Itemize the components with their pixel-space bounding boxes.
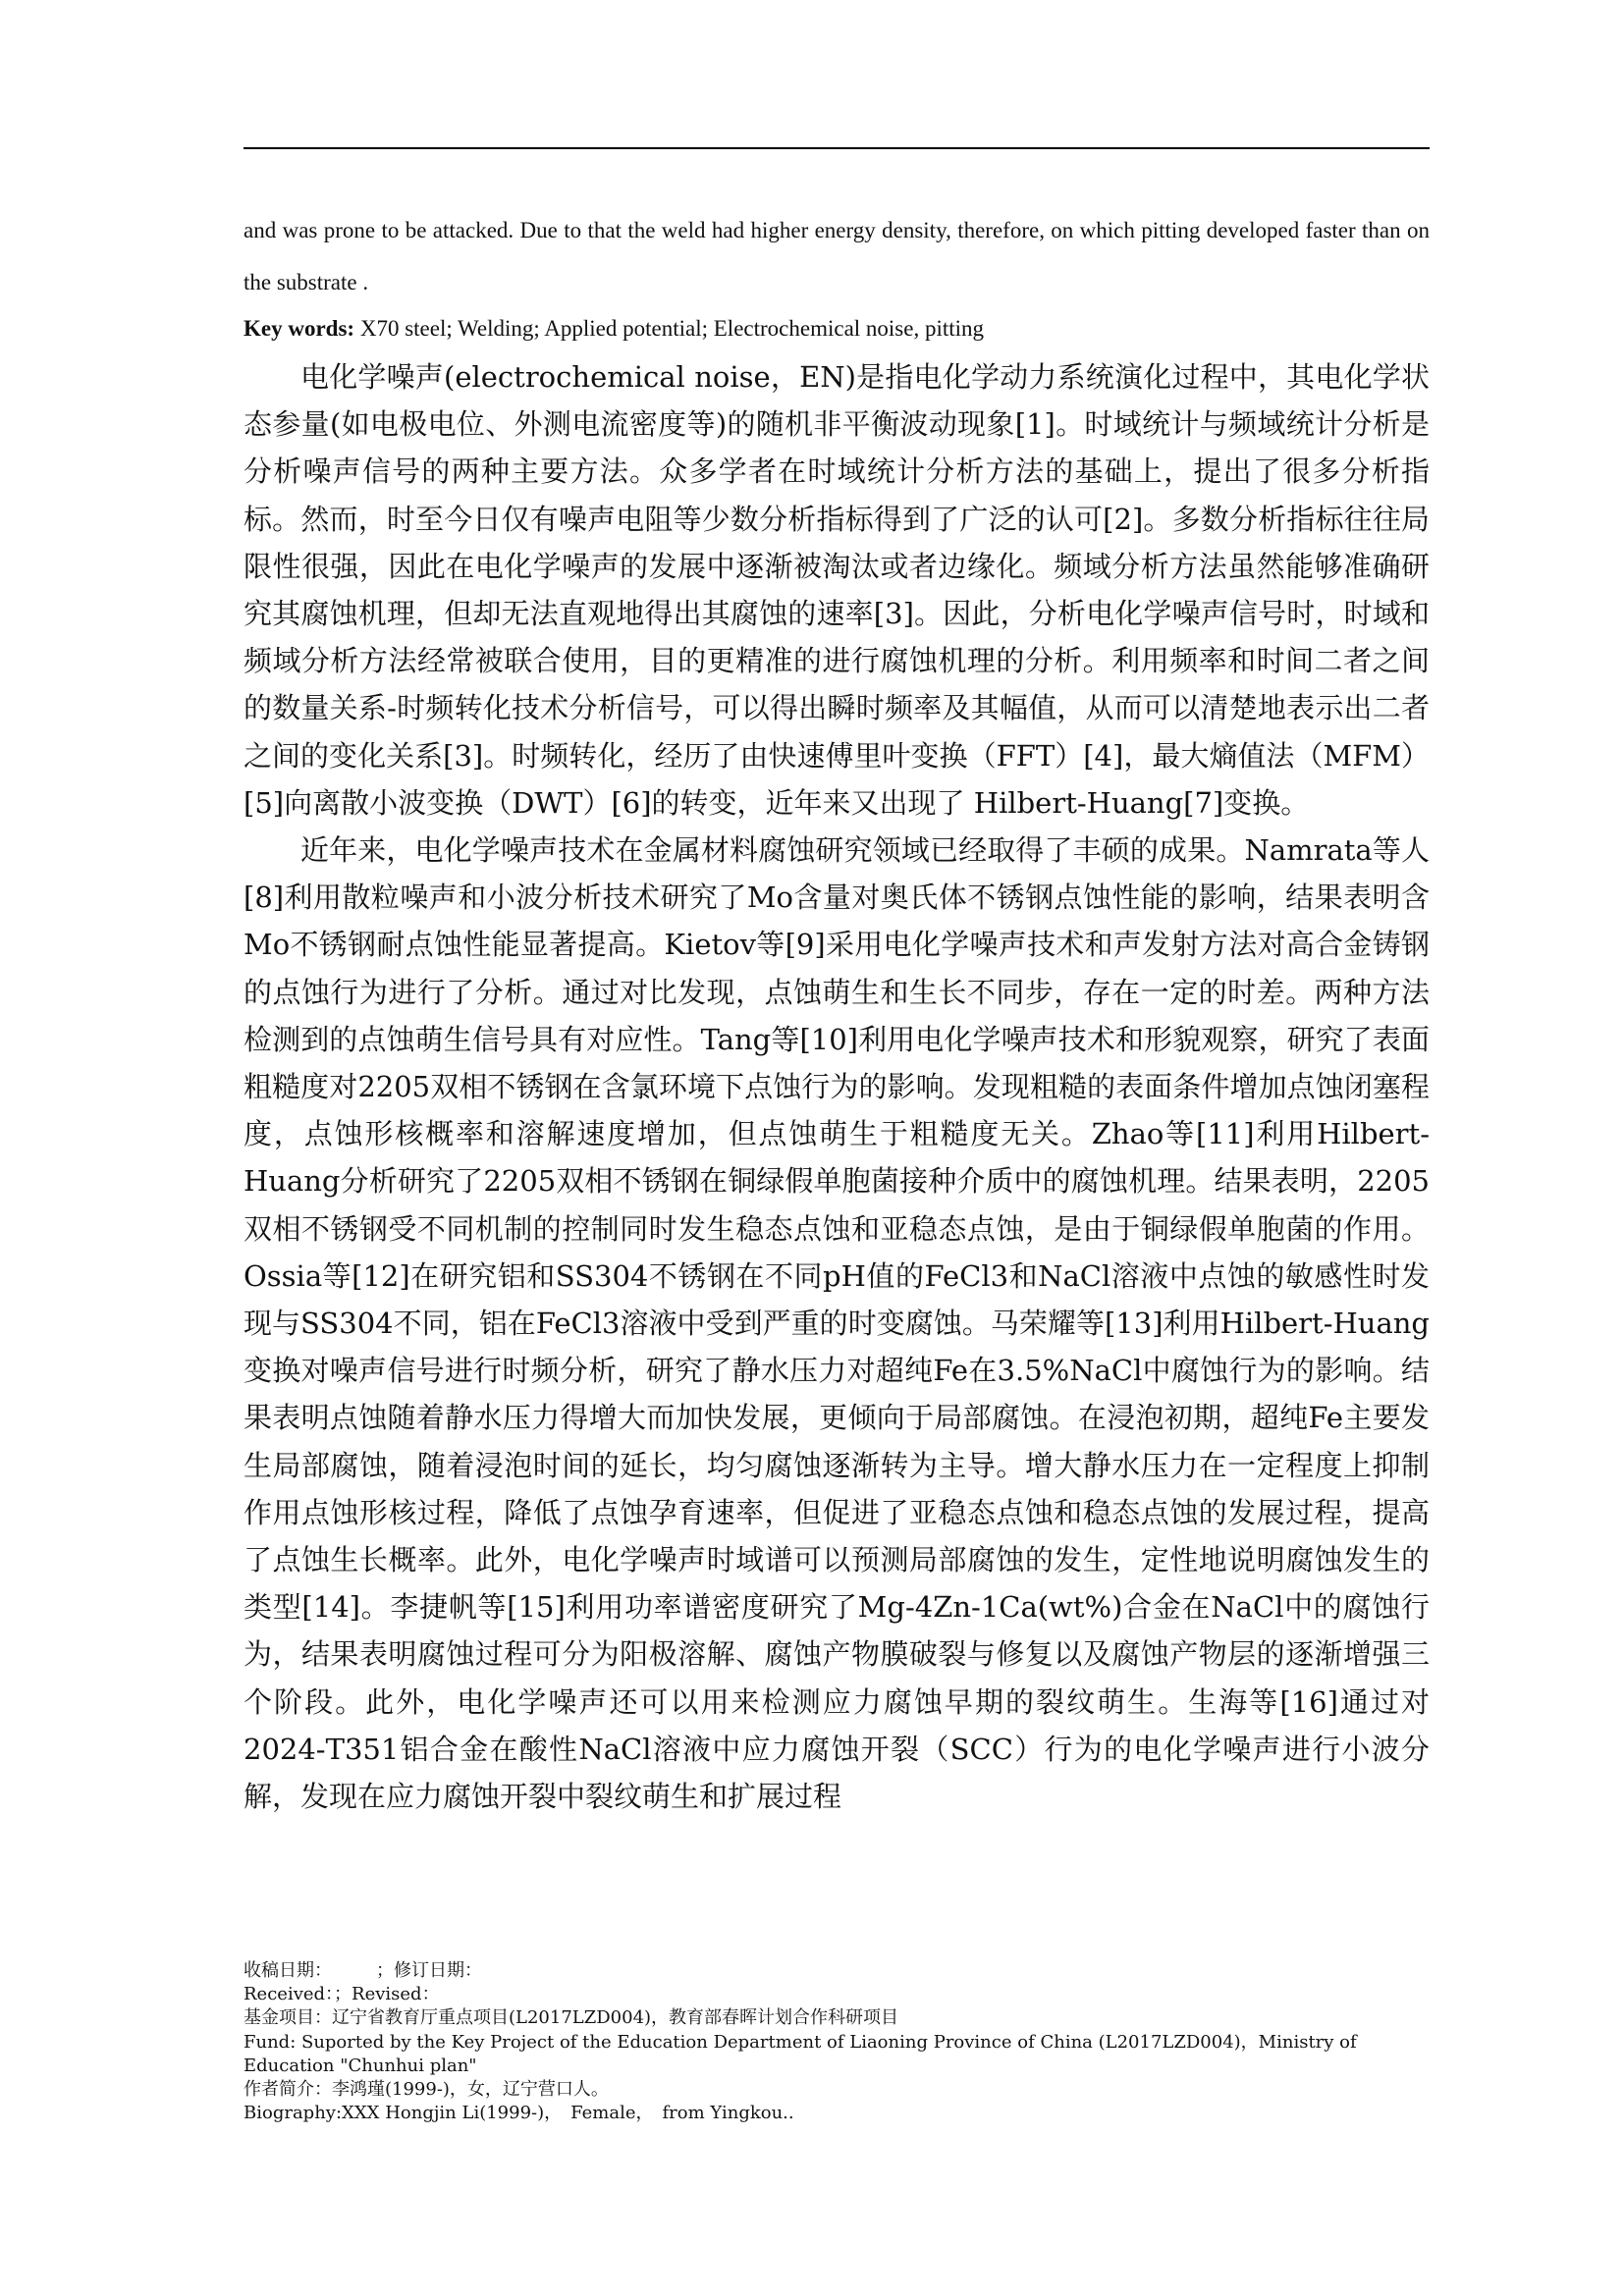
fund-cn: 基金项目：辽宁省教育厅重点项目(L2017LZD004)，教育部春晖计划合作科研项目 (244, 2007, 899, 2029)
author-en: Biography:XXX Hongjin Li(1999-)， Female， from Yingkou.. (244, 2103, 794, 2124)
paragraph-introduction: 电化学噪声(electrochemical noise，EN)是指电化学动力系统演化过程中，其电化学状态参量(如电极电位、外测电流密度等)的随机非平衡波动现象[1]。时域统计与频域统计分析是分析噪声信号的两种主要方法。众多学者在时域统计分析方法的基础上，提出了很多分析指标。然而，时至今日仅有噪声电阻等少数分析指标得到了广泛的认可[2]。多数分析指标往往局限性很强，因此在电化学噪声的发展中逐渐被淘汰或者边缘化。频域分析方法虽然能够准确研究其腐蚀机理，但却无法直观地得出其腐蚀的速率[3]。因此，分析电化学噪声信号时，时域和频域分析方法经常被联合使用，目的更精准的进行腐蚀机理的分析。利用频率和时间二者之间的数量关系-时频转化技术分析信号，可以得出瞬时频率及其幅值，从而可以清楚地表示出二者之间的变化关系[3]。时频转化，经历了由快速傅里叶变换（FFT）[4]，最大熵值法（MFM）[5]向离散小波变换（DWT）[6]的转变，近年来又出现了 Hilbert-Huang[7]变换。 (244, 360, 1430, 820)
keywords-label: Key words: (244, 316, 355, 341)
received-date-cn: 收稿日期： ；修订日期： (244, 1960, 482, 1981)
abstract-tail: and was prone to be attacked. Due to that the weld had higher energy density, therefore, on which pitting developed faster than on the substrate . (244, 218, 1430, 294)
fund-en: Fund: Suported by the Key Project of the Education Department of Liaoning Province of China (L2017LZD004)，Ministry of Education "Chunhui plan" (244, 2031, 1357, 2076)
paragraph-literature-review: 近年来，电化学噪声技术在金属材料腐蚀研究领域已经取得了丰硕的成果。Namrata等人[8]利用散粒噪声和小波分析技术研究了Mo含量对奥氏体不锈钢点蚀性能的影响，结果表明含Mo不锈钢耐点蚀性能显著提高。Kietov等[9]采用电化学噪声技术和声发射方法对高合金铸钢的点蚀行为进行了分析。通过对比发现，点蚀萌生和生长不同步，存在一定的时差。两种方法检测到的点蚀萌生信号具有对应性。Tang等[10]利用电化学噪声技术和形貌观察，研究了表面粗糙度对2205双相不锈钢在含氯环境下点蚀行为的影响。发现粗糙的表面条件增加点蚀闭塞程度，点蚀形核概率和溶解速度增加，但点蚀萌生于粗糙度无关。Zhao等[11]利用Hilbert-Huang分析研究了2205双相不锈钢在铜绿假单胞菌接种介质中的腐蚀机理。结果表明，2205双相不锈钢受不同机制的控制同时发生稳态点蚀和亚稳态点蚀，是由于铜绿假单胞菌的作用。Ossia等[12]在研究铝和SS304不锈钢在不同pH值的FeCl3和NaCl溶液中点蚀的敏感性时发现与SS304不同，铝在FeCl3溶液中受到严重的时变腐蚀。马荣耀等[13]利用Hilbert-Huang 变换对噪声信号进行时频分析，研究了静水压力对超纯Fe在3.5%NaCl中腐蚀行为的影响。结果表明点蚀随着静水压力得增大而加快发展，更倾向于局部腐蚀。在浸泡初期，超纯Fe主要发生局部腐蚀，随着浸泡时间的延长，均匀腐蚀逐渐转为主导。增大静水压力在一定程度上抑制作用点蚀形核过程，降低了点蚀孕育速率，但促进了亚稳态点蚀和稳态点蚀的发展过程，提高了点蚀生长概率。此外，电化学噪声时域谱可以预测局部腐蚀的发生，定性地说明腐蚀发生的类型[14]。李捷帆等[15]利用功率谱密度研究了Mg-4Zn-1Ca(wt%)合金在NaCl中的腐蚀行为，结果表明腐蚀过程可分为阳极溶解、腐蚀产物膜破裂与修复以及腐蚀产物层的逐渐增强三个阶段。此外，电化学噪声还可以用来检测应力腐蚀早期的裂纹萌生。生海等[16]通过对2024-T351铝合金在酸性NaCl溶液中应力腐蚀开裂（SCC）行为的电化学噪声进行小波分解，发现在应力腐蚀开裂中裂纹萌生和扩展过程 (244, 833, 1430, 1814)
keywords-text: X70 steel; Welding; Applied potential; Electrochemical noise, pitting (354, 316, 985, 341)
received-date-en: Received：；Revised： (244, 1984, 440, 2005)
keywords-line (244, 307, 1430, 350)
author-cn: 作者简介：李鸿瑾(1999-)，女，辽宁营口人。 (244, 2079, 609, 2101)
body-text (244, 353, 1430, 1944)
footnotes (244, 1959, 1430, 2125)
header-rule (244, 147, 1430, 149)
